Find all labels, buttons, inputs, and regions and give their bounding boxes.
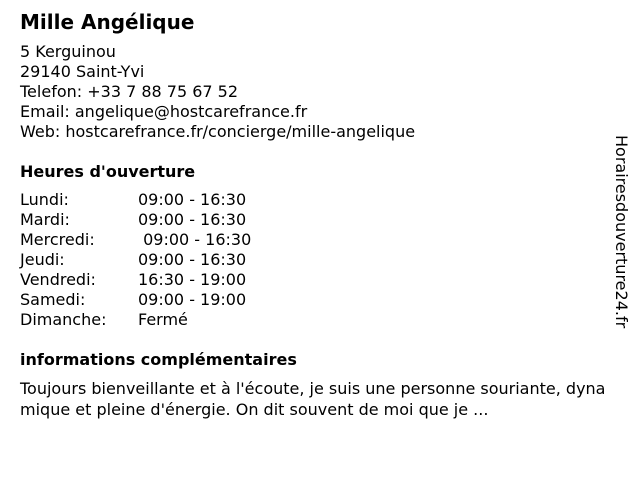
hours-day-tuesday: Mardi: xyxy=(20,210,70,229)
email-line: Email: angelique@hostcarefrance.fr xyxy=(20,102,308,121)
additional-info-text: Toujours bienveillante et à l'écoute, je suis une personne souriante, dynamique et pleine d'énergie. On dit souvent de moi que je ... xyxy=(20,379,606,419)
postal-city: 29140 Saint-Yvi xyxy=(20,62,145,81)
hours-time-friday: 16:30 - 19:00 xyxy=(138,270,247,289)
hours-time-saturday: 09:00 - 19:00 xyxy=(138,290,247,309)
hours-time-thursday: 09:00 - 16:30 xyxy=(138,250,247,269)
hours-day-monday: Lundi: xyxy=(20,190,69,209)
hours-time-wednesday: 09:00 - 16:30 xyxy=(138,230,252,249)
business-name: Mille Angélique xyxy=(20,10,195,34)
opening-hours-heading: Heures d'ouverture xyxy=(20,162,196,181)
hours-day-friday: Vendredi: xyxy=(20,270,96,289)
site-watermark: Horairesdouverture24.fr xyxy=(612,135,631,329)
hours-time-tuesday: 09:00 - 16:30 xyxy=(138,210,247,229)
hours-day-thursday: Jeudi: xyxy=(20,250,65,269)
hours-day-wednesday: Mercredi: xyxy=(20,230,95,249)
opening-hours-table xyxy=(20,190,620,330)
business-card xyxy=(20,10,620,420)
hours-time-sunday: Fermé xyxy=(138,310,188,329)
website-line: Web: hostcarefrance.fr/concierge/mille-angelique xyxy=(20,122,416,141)
hours-day-sunday: Dimanche: xyxy=(20,310,107,329)
additional-info-heading: informations complémentaires xyxy=(20,350,297,369)
street-address: 5 Kerguinou xyxy=(20,42,116,61)
phone-line: Telefon: +33 7 88 75 67 52 xyxy=(20,82,239,101)
hours-time-monday: 09:00 - 16:30 xyxy=(138,190,247,209)
hours-day-saturday: Samedi: xyxy=(20,290,86,309)
